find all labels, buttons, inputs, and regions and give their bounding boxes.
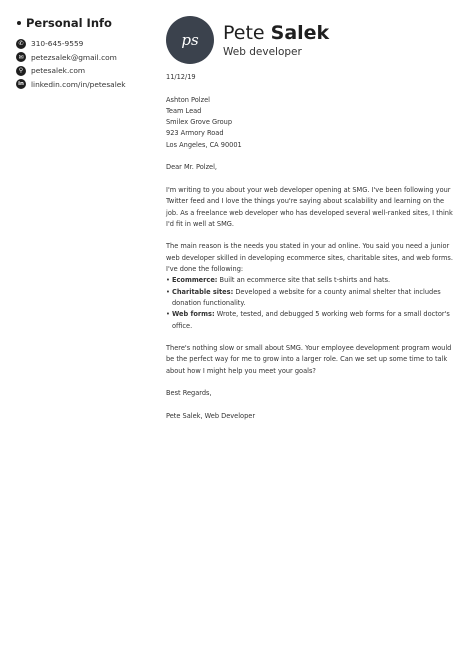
recipient-street: 923 Armory Road bbox=[166, 129, 224, 138]
recipient-name: Ashton Polzel bbox=[166, 95, 210, 104]
personal-info-heading bbox=[16, 16, 156, 30]
list-item-label: Ecommerce: bbox=[172, 276, 218, 285]
recipient-city: Los Angeles, CA 90001 bbox=[166, 140, 242, 149]
sidebar bbox=[16, 16, 156, 91]
bullet-icon bbox=[17, 21, 21, 25]
list-item bbox=[166, 309, 458, 332]
linkedin-link[interactable]: linkedin.com/in/petesalek bbox=[31, 79, 126, 89]
recipient-title: Team Lead bbox=[166, 106, 202, 115]
contact-website[interactable] bbox=[16, 64, 156, 77]
list-item-text: Built an ecommerce site that sells t-shirts and hats. bbox=[219, 276, 391, 285]
list-item bbox=[166, 275, 458, 286]
list-item-text: Developed a website for a county animal shelter that includes donation functionality. bbox=[172, 287, 441, 307]
phone-text: 310-645-9559 bbox=[31, 39, 84, 48]
full-name bbox=[223, 22, 329, 45]
first-name: Pete bbox=[223, 22, 265, 44]
email-icon: ✉ bbox=[16, 52, 26, 62]
list-item bbox=[166, 287, 458, 310]
personal-info-title: Personal Info bbox=[26, 16, 112, 30]
salutation: Dear Mr. Polzel, bbox=[166, 163, 218, 172]
contact-phone bbox=[16, 37, 156, 50]
closing: Best Regards, bbox=[166, 389, 212, 398]
list-item-text: Wrote, tested, and debugged 5 working web forms for a small doctor's office. bbox=[172, 310, 450, 330]
list-item-label: Charitable sites: bbox=[172, 287, 234, 296]
name-block bbox=[223, 22, 329, 58]
link-icon: ⚲ bbox=[16, 66, 26, 76]
header bbox=[166, 16, 329, 64]
experience-list bbox=[166, 275, 458, 331]
list-item-label: Web forms: bbox=[172, 310, 215, 319]
paragraph-3: There's nothing slow or small about SMG. Your employee development program would be the perfect way for me to grow into a larger role. Can we set up some time to talk about how I might help you meet your goals? bbox=[166, 344, 452, 375]
paragraph-1: I'm writing to you about your web developer opening at SMG. I've been following your Twitter feed and I love the things you're saying about scalability and learning on the job. As a freelance web developer who has developed several well-ranked sites, I think I'd fit in well at SMG. bbox=[166, 185, 453, 228]
phone-icon: ✆ bbox=[16, 39, 26, 49]
linkedin-icon: in bbox=[16, 79, 26, 89]
email-link[interactable]: petezsalek@gmail.com bbox=[31, 52, 117, 62]
contact-email[interactable] bbox=[16, 51, 156, 64]
avatar bbox=[166, 16, 214, 64]
recipient-company: Smilex Grove Group bbox=[166, 118, 233, 127]
website-link[interactable]: petesalek.com bbox=[31, 66, 86, 75]
letter-date: 11/12/19 bbox=[166, 73, 196, 81]
job-title: Web developer bbox=[223, 46, 302, 58]
signature: Pete Salek, Web Developer bbox=[166, 411, 256, 420]
contact-linkedin[interactable] bbox=[16, 78, 156, 91]
paragraph-2: The main reason is the needs you stated in your ad online. You said you need a junior web developer skilled in developing ecommerce sites, charitable sites, and web forms. I've done the following: bbox=[166, 242, 453, 274]
avatar-initials: ps bbox=[181, 31, 199, 49]
last-name: Salek bbox=[270, 22, 330, 44]
letter-body bbox=[166, 72, 458, 422]
